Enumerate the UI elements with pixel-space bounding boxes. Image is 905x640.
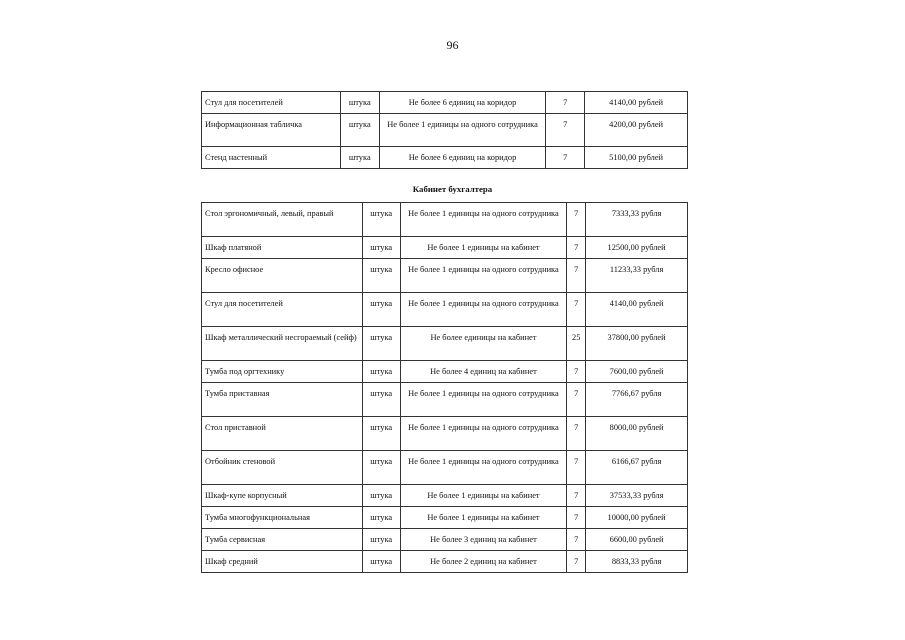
price-cell: 11233,33 рубля [586,259,688,293]
norm-cell: Не более 1 единицы на кабинет [400,237,567,259]
service-years-cell: 7 [567,293,586,327]
service-years-cell: 7 [567,529,586,551]
price-cell: 4140,00 рублей [586,293,688,327]
price-cell: 12500,00 рублей [586,237,688,259]
norm-cell: Не более 1 единицы на кабинет [400,485,567,507]
price-cell: 4140,00 рублей [585,92,688,114]
price-cell: 8833,33 рубля [586,551,688,573]
furniture-table-accountant [201,202,688,573]
table-row [202,327,688,361]
norm-cell: Не более 1 единицы на одного сотрудника [400,293,567,327]
table-row [202,237,688,259]
table-row [202,417,688,451]
table-row [202,147,688,169]
page-number: 96 [446,38,459,52]
unit-cell: штука [362,203,400,237]
service-years-cell: 7 [567,551,586,573]
unit-cell: штука [362,293,400,327]
unit-cell: штука [362,551,400,573]
norm-cell: Не более 3 единиц на кабинет [400,529,567,551]
table-row [202,485,688,507]
unit-cell: штука [340,147,379,169]
price-cell: 6166,67 рубля [586,451,688,485]
table-row [202,92,688,114]
service-years-cell: 25 [567,327,586,361]
item-name-cell: Стол приставной [202,417,363,451]
price-cell: 4200,00 рублей [585,114,688,147]
item-name-cell: Стул для посетителей [202,293,363,327]
price-cell: 37800,00 рублей [586,327,688,361]
unit-cell: штука [362,327,400,361]
price-cell: 37533,33 рубля [586,485,688,507]
item-name-cell: Стенд настенный [202,147,341,169]
norm-cell: Не более 1 единицы на одного сотрудника [400,451,567,485]
table-row [202,114,688,147]
table-row [202,551,688,573]
price-cell: 7600,00 рублей [586,361,688,383]
table-row [202,293,688,327]
item-name-cell: Шкаф средний [202,551,363,573]
service-years-cell: 7 [546,147,585,169]
price-cell: 10000,00 рублей [586,507,688,529]
item-name-cell: Тумба многофункциональная [202,507,363,529]
service-years-cell: 7 [567,259,586,293]
table-row [202,203,688,237]
item-name-cell: Шкаф-купе корпусный [202,485,363,507]
price-cell: 7333,33 рубля [586,203,688,237]
unit-cell: штука [362,417,400,451]
item-name-cell: Шкаф металлический несгораемый (сейф) [202,327,363,361]
norm-cell: Не более 4 единиц на кабинет [400,361,567,383]
service-years-cell: 7 [546,92,585,114]
item-name-cell: Шкаф платяной [202,237,363,259]
item-name-cell: Информационная табличка [202,114,341,147]
service-years-cell: 7 [567,383,586,417]
unit-cell: штука [340,92,379,114]
service-years-cell: 7 [567,237,586,259]
unit-cell: штука [362,237,400,259]
service-years-cell: 7 [567,451,586,485]
item-name-cell: Кресло офисное [202,259,363,293]
norm-cell: Не более 1 единицы на одного сотрудника [400,383,567,417]
norm-cell: Не более 1 единицы на одного сотрудника [400,417,567,451]
norm-cell: Не более 2 единиц на кабинет [400,551,567,573]
unit-cell: штука [362,529,400,551]
norm-cell: Не более единицы на кабинет [400,327,567,361]
unit-cell: штука [362,383,400,417]
unit-cell: штука [362,507,400,529]
price-cell: 6600,00 рублей [586,529,688,551]
table-row [202,529,688,551]
section-heading: Кабинет бухгалтера [412,184,493,194]
item-name-cell: Тумба сервисная [202,529,363,551]
price-cell: 7766,67 рубля [586,383,688,417]
item-name-cell: Тумба приставная [202,383,363,417]
furniture-table-corridor [201,91,688,169]
table-row [202,507,688,529]
norm-cell: Не более 1 единицы на одного сотрудника [400,259,567,293]
service-years-cell: 7 [567,203,586,237]
service-years-cell: 7 [546,114,585,147]
item-name-cell: Тумба под оргтехнику [202,361,363,383]
service-years-cell: 7 [567,361,586,383]
unit-cell: штука [362,361,400,383]
table-row [202,383,688,417]
norm-cell: Не более 1 единицы на одного сотрудника [379,114,546,147]
norm-cell: Не более 1 единицы на кабинет [400,507,567,529]
norm-cell: Не более 1 единицы на одного сотрудника [400,203,567,237]
service-years-cell: 7 [567,507,586,529]
unit-cell: штука [362,451,400,485]
item-name-cell: Стол эргономичный, левый, правый [202,203,363,237]
price-cell: 8000,00 рублей [586,417,688,451]
norm-cell: Не более 6 единиц на коридор [379,92,546,114]
item-name-cell: Отбойник стеновой [202,451,363,485]
item-name-cell: Стул для посетителей [202,92,341,114]
price-cell: 5100,00 рублей [585,147,688,169]
norm-cell: Не более 6 единиц на коридор [379,147,546,169]
table-row [202,361,688,383]
service-years-cell: 7 [567,417,586,451]
unit-cell: штука [362,485,400,507]
unit-cell: штука [362,259,400,293]
table-row [202,259,688,293]
unit-cell: штука [340,114,379,147]
table-row [202,451,688,485]
service-years-cell: 7 [567,485,586,507]
